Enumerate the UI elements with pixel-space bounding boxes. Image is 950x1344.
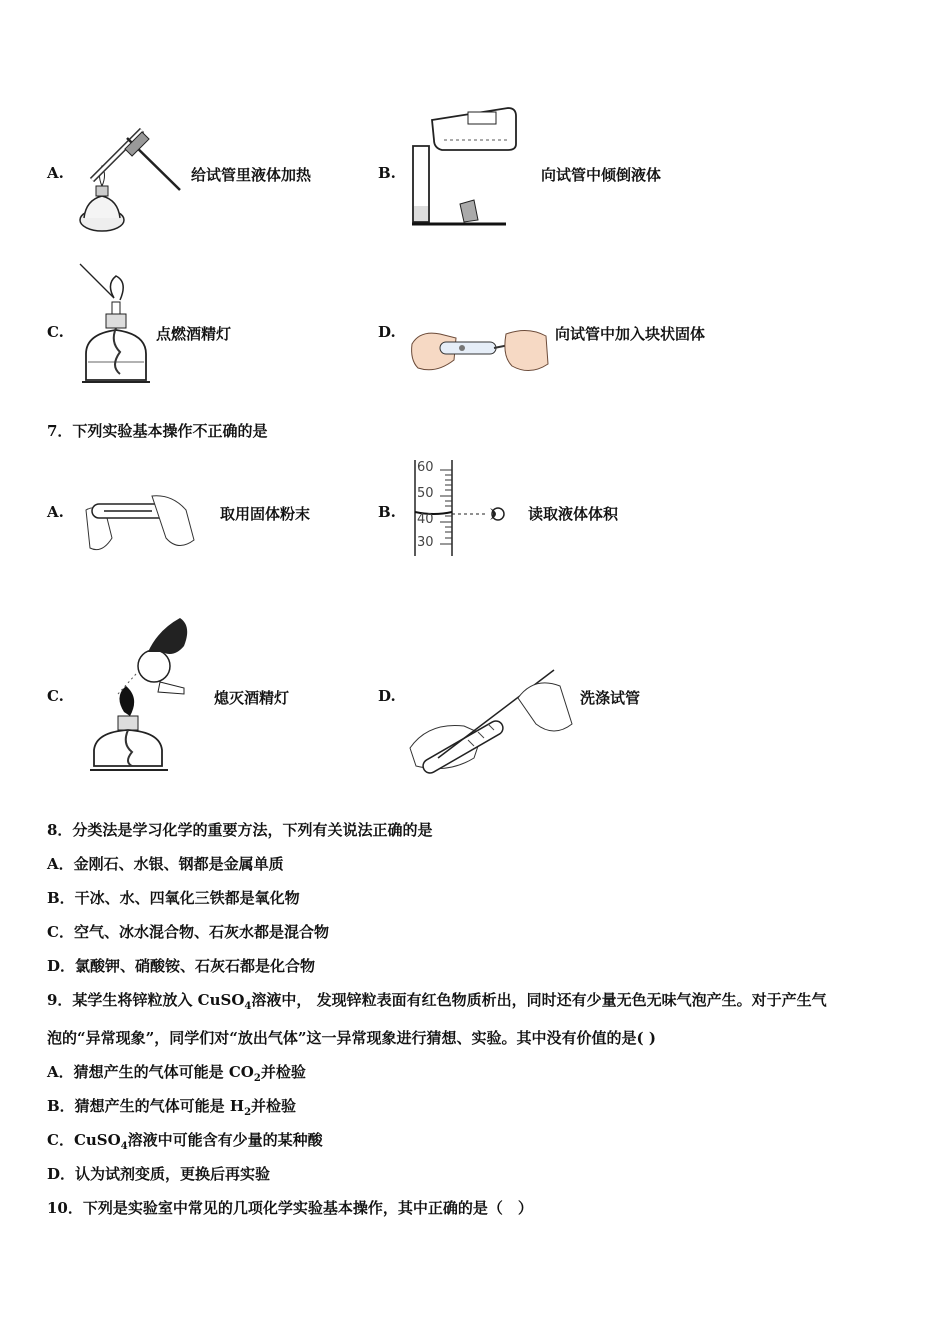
- q9-option-b-text: B．猜想产生的气体可能是 H: [47, 1097, 245, 1115]
- q9-stem-line2: 泡的“异常现象”，同学们对“放出气体”这一异常现象进行猜想、实验。其中没有价值的是( ): [47, 1029, 656, 1047]
- q7-option-d-image-washing-tube: [408, 662, 576, 786]
- q8-option-d: D．氯酸钾、硝酸铵、石灰石都是化合物: [47, 957, 316, 975]
- q9-stem-line1-b: 溶液中， 发现锌粒表面有红色物质析出，同时还有少量无色无味气泡产生。对于产生气: [251, 991, 827, 1009]
- q6-option-a-image-heating-liquid: [72, 120, 187, 235]
- q7-option-a-letter: A.: [47, 503, 64, 521]
- q6-option-b-image-pouring-liquid: [408, 100, 523, 230]
- q9-option-a: [47, 1061, 306, 1084]
- q7-stem: 7．下列实验基本操作不正确的是: [47, 422, 268, 440]
- q9-stem-line1-a: 9．某学生将锌粒放入 CuSO: [47, 991, 245, 1009]
- q7-option-c-image-extinguishing-lamp: [88, 612, 200, 780]
- q9-option-c-text: C．CuSO: [47, 1131, 121, 1149]
- q7-option-b-image-reading-volume: [412, 458, 522, 558]
- q6-option-a-letter: A.: [47, 164, 64, 182]
- q6-option-a-caption: 给试管里液体加热: [191, 166, 312, 184]
- q9-option-a-sub: 2: [253, 1073, 261, 1084]
- q10-stem: 10．下列是实验室中常见的几项化学实验基本操作，其中正确的是（ ）: [47, 1199, 533, 1217]
- q9-option-c-sub: 4: [120, 1141, 128, 1152]
- q7-option-a-caption: 取用固体粉末: [220, 505, 311, 523]
- q9-option-b: [47, 1095, 296, 1118]
- q9-option-d: D．认为试剂变质，更换后再实验: [47, 1165, 271, 1183]
- cylinder-tick-60: 60: [417, 460, 434, 475]
- q7-option-b-caption: 读取液体体积: [528, 505, 619, 523]
- q9-stem-line1-sub: 4: [244, 1001, 252, 1012]
- q6-option-d-caption: 向试管中加入块状固体: [555, 325, 706, 343]
- q6-option-d-letter: D.: [378, 323, 396, 341]
- q8-option-b: B．干冰、水、四氧化三铁都是氧化物: [47, 889, 300, 907]
- q6-option-d-image-adding-solid: [410, 320, 550, 382]
- cylinder-tick-40: 40: [417, 512, 434, 527]
- q7-option-c-letter: C.: [47, 687, 64, 705]
- q8-option-c: C．空气、冰水混合物、石灰水都是混合物: [47, 923, 329, 941]
- q6-option-b-caption: 向试管中倾倒液体: [541, 166, 662, 184]
- q6-option-b-letter: B.: [378, 164, 396, 182]
- cylinder-tick-50: 50: [417, 486, 434, 501]
- q9-stem-line1: [47, 989, 827, 1012]
- q8-option-a: A．金刚石、水银、钢都是金属单质: [47, 855, 284, 873]
- q7-option-b-letter: B.: [378, 503, 396, 521]
- q7-option-c-caption: 熄灭酒精灯: [214, 689, 290, 707]
- q9-option-a-tail: 并检验: [260, 1063, 306, 1081]
- q9-option-a-text: A．猜想产生的气体可能是 CO: [47, 1063, 254, 1081]
- q7-option-a-image-taking-powder: [82, 488, 200, 558]
- q9-option-c-tail: 溶液中可能含有少量的某种酸: [127, 1131, 323, 1149]
- cylinder-tick-30: 30: [417, 535, 434, 550]
- q9-option-b-tail: 并检验: [251, 1097, 297, 1115]
- q7-option-d-letter: D.: [378, 687, 396, 705]
- q6-option-c-letter: C.: [47, 323, 64, 341]
- q6-option-c-caption: 点燃酒精灯: [156, 325, 232, 343]
- q7-option-d-caption: 洗涤试管: [580, 689, 641, 707]
- q6-option-c-image-lighting-lamp: [76, 262, 158, 387]
- q9-option-b-sub: 2: [244, 1107, 252, 1118]
- q9-option-c: [47, 1129, 323, 1152]
- q8-stem: 8．分类法是学习化学的重要方法，下列有关说法正确的是: [47, 821, 433, 839]
